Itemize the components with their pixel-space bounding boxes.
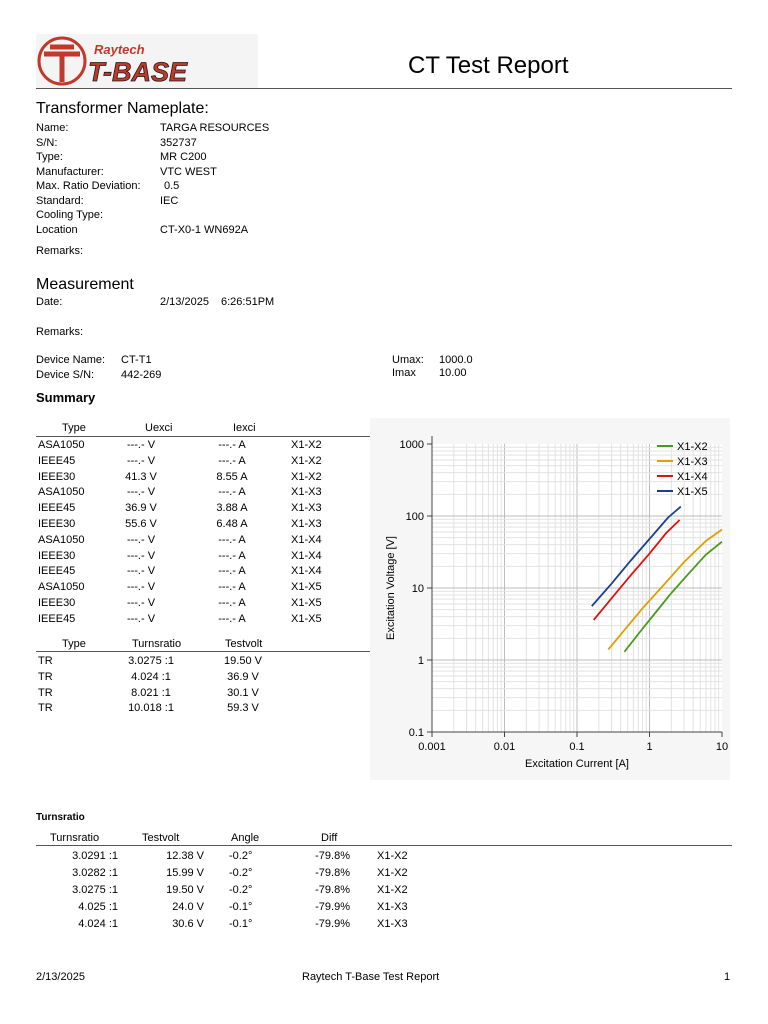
uexci-cell: ---.- V <box>126 439 156 451</box>
time-value: 6:26:51PM <box>221 296 275 308</box>
iexci-cell: ---.- A <box>218 596 246 609</box>
turnsratio-cell: 4.025 :1 <box>78 901 118 913</box>
y-tick-label: 1 <box>417 655 424 667</box>
y-tick-label: 1000 <box>399 439 424 451</box>
device-name-value: CT-T1 <box>121 354 152 366</box>
tap-cell: X1-X3 <box>377 901 408 913</box>
uexci-cell: ---.- V <box>126 454 156 467</box>
sn-value: 352737 <box>160 136 197 149</box>
testvolt-cell: 12.38 V <box>166 850 204 862</box>
type-value: MR C200 <box>160 151 207 163</box>
iexci-cell: ---.- A <box>218 612 246 625</box>
tap-cell: X1-X2 <box>377 884 408 896</box>
tap-cell: X1-X5 <box>291 612 322 625</box>
x-tick-label: 0.1 <box>569 741 585 753</box>
y-tick-label: 100 <box>405 511 424 523</box>
excitation-chart <box>370 418 730 780</box>
col-diff-header: Diff <box>321 832 338 844</box>
x-axis-label: Excitation Current [A] <box>525 758 629 770</box>
name-label: Name: <box>36 122 69 134</box>
turnsratio-heading: Turnsratio <box>36 812 85 823</box>
turnsratio-cell: 4.024 :1 <box>131 670 171 683</box>
location-label: Location <box>36 223 78 236</box>
measurement-remarks-label: Remarks: <box>36 326 84 338</box>
iexci-cell: ---.- A <box>218 581 246 594</box>
table-row <box>36 901 732 918</box>
turnsratio-summary-rows <box>36 655 370 718</box>
table-row <box>36 597 370 613</box>
iexci-cell: ---.- A <box>218 565 246 578</box>
col-type-header: Type <box>62 638 86 650</box>
table-row <box>36 918 732 935</box>
turnsratio-cell: 3.0282 :1 <box>72 867 118 879</box>
manufacturer-label: Manufacturer: <box>36 165 104 178</box>
nameplate-labels <box>36 121 141 237</box>
iexci-cell: ---.- A <box>218 549 246 562</box>
testvolt-cell: 30.1 V <box>227 686 259 699</box>
report-title: CT Test Report <box>408 52 569 79</box>
tap-cell: X1-X4 <box>291 565 322 578</box>
date-label: Date: <box>36 296 63 308</box>
angle-cell: -0.2° <box>229 884 253 896</box>
tap-cell: X1-X5 <box>291 596 322 609</box>
uexci-cell: ---.- V <box>126 486 156 499</box>
type-cell: IEEE30 <box>38 549 76 562</box>
tap-cell: X1-X3 <box>377 918 408 930</box>
turnsratio-cell: 3.0291 :1 <box>72 850 118 862</box>
excitation-rows <box>36 439 370 629</box>
tap-cell: X1-X3 <box>291 486 322 499</box>
cooling-type-label: Cooling Type: <box>36 209 104 221</box>
uexci-cell: ---.- V <box>126 612 156 625</box>
type-cell: ASA1050 <box>38 486 85 499</box>
table-row <box>36 439 370 455</box>
uexci-cell: 55.6 V <box>125 517 157 530</box>
tap-cell: X1-X2 <box>291 439 322 451</box>
diff-cell: -79.8% <box>315 867 350 879</box>
iexci-cell: 3.88 A <box>216 502 248 515</box>
x-tick-label: 0.001 <box>418 741 446 753</box>
tap-cell: X1-X2 <box>377 867 408 879</box>
manufacturer-value: VTC WEST <box>160 165 217 178</box>
testvolt-cell: 19.50 V <box>166 884 204 896</box>
device-name-label: Device Name: <box>36 354 106 366</box>
standard-label: Standard: <box>36 194 84 207</box>
col-iexci-header: Iexci <box>233 422 256 434</box>
footer-date: 2/13/2025 <box>36 971 85 983</box>
iexci-cell: ---.- A <box>218 486 246 499</box>
table-row <box>36 702 370 718</box>
excitation-summary-table <box>36 422 370 629</box>
umax-label: Umax: <box>392 354 424 366</box>
type-cell: IEEE45 <box>38 502 76 515</box>
iexci-cell: ---.- A <box>218 439 246 451</box>
angle-cell: -0.2° <box>229 850 253 862</box>
type-cell: IEEE45 <box>38 612 76 625</box>
diff-cell: -79.9% <box>315 901 350 913</box>
turnsratio-cell: 3.0275 :1 <box>72 884 118 896</box>
col-testvolt-header: Testvolt <box>225 638 263 650</box>
nameplate-values <box>160 121 269 237</box>
turnsratio-detail-table <box>36 832 732 935</box>
type-cell: ASA1050 <box>38 581 85 594</box>
logo-brand-text: Raytech <box>94 42 145 57</box>
uexci-cell: ---.- V <box>126 549 156 562</box>
y-tick-label: 10 <box>411 583 424 595</box>
legend-label: X1-X4 <box>677 471 708 483</box>
legend-label: X1-X3 <box>677 456 708 468</box>
angle-cell: -0.1° <box>229 901 253 913</box>
testvolt-cell: 36.9 V <box>227 670 259 683</box>
header-divider <box>36 88 732 89</box>
type-cell: TR <box>38 655 53 667</box>
iexci-cell: 6.48 A <box>216 517 248 530</box>
umax-value: 1000.0 <box>439 354 473 366</box>
footer-page-number: 1 <box>724 971 731 983</box>
nameplate-heading: Transformer Nameplate: <box>36 100 209 117</box>
diff-cell: -79.8% <box>315 850 350 862</box>
angle-cell: -0.2° <box>229 867 253 879</box>
sn-label: S/N: <box>36 136 58 149</box>
col-testvolt-header: Testvolt <box>142 832 180 844</box>
col-type-header: Type <box>62 422 86 434</box>
table-row <box>36 455 370 471</box>
device-sn-value: 442-269 <box>121 369 162 381</box>
uexci-cell: ---.- V <box>126 533 156 546</box>
measurement-heading: Measurement <box>36 276 134 293</box>
turnsratio-cell: 3.0275 :1 <box>128 655 174 667</box>
type-cell: TR <box>38 686 53 699</box>
imax-value: 10.00 <box>439 367 467 379</box>
x-tick-label: 10 <box>715 741 729 753</box>
testvolt-cell: 24.0 V <box>172 901 204 913</box>
tap-cell: X1-X2 <box>291 454 322 467</box>
testvolt-cell: 30.6 V <box>172 918 204 930</box>
table-header-row <box>36 832 732 845</box>
tap-cell: X1-X2 <box>291 470 322 483</box>
y-tick-label: 0.1 <box>408 727 424 739</box>
type-cell: IEEE30 <box>38 470 76 483</box>
table-row <box>36 565 370 581</box>
uexci-cell: 36.9 V <box>125 502 157 515</box>
table-row <box>36 613 370 629</box>
table-row <box>36 884 732 901</box>
table-header-divider <box>36 845 732 846</box>
uexci-cell: ---.- V <box>126 581 156 594</box>
type-cell: IEEE30 <box>38 517 76 530</box>
turnsratio-cell: 8.021 :1 <box>131 686 171 699</box>
tap-cell: X1-X5 <box>291 581 322 594</box>
excitation-chart-svg <box>370 418 730 780</box>
table-row <box>36 655 370 671</box>
raytech-tbase-logo <box>36 34 258 88</box>
diff-cell: -79.9% <box>315 918 350 930</box>
legend-label: X1-X2 <box>677 441 708 453</box>
x-tick-label: 1 <box>646 741 653 753</box>
type-cell: IEEE45 <box>38 454 76 467</box>
logo-name-text: T-BASE <box>88 57 188 87</box>
type-cell: IEEE45 <box>38 565 76 578</box>
table-header-row <box>36 422 370 436</box>
iexci-cell: ---.- A <box>218 454 246 467</box>
device-sn-label: Device S/N: <box>36 369 95 381</box>
col-turnsratio-header: Turnsratio <box>50 832 100 844</box>
turnsratio-cell: 10.018 :1 <box>128 702 174 715</box>
date-value: 2/13/2025 <box>160 296 209 308</box>
y-axis-label: Excitation Voltage [V] <box>385 536 397 640</box>
testvolt-cell: 59.3 V <box>227 702 259 715</box>
tap-cell: X1-X2 <box>377 850 408 862</box>
imax-label: Imax <box>392 367 416 379</box>
type-cell: ASA1050 <box>38 533 85 546</box>
col-angle-header: Angle <box>231 832 260 844</box>
col-uexci-header: Uexci <box>145 422 173 434</box>
table-row <box>36 486 370 502</box>
testvolt-cell: 19.50 V <box>224 655 262 667</box>
location-value: CT-X0-1 WN692A <box>160 223 249 236</box>
tap-cell: X1-X4 <box>291 533 322 546</box>
type-cell: TR <box>38 670 53 683</box>
table-row <box>36 502 370 518</box>
iexci-cell: 8.55 A <box>216 470 248 483</box>
table-header-divider <box>36 436 370 437</box>
footer-title: Raytech T-Base Test Report <box>302 971 440 983</box>
table-row <box>36 687 370 703</box>
type-label: Type: <box>36 151 63 163</box>
turnsratio-cell: 4.024 :1 <box>78 918 118 930</box>
iexci-cell: ---.- A <box>218 533 246 546</box>
nameplate-remarks-label: Remarks: <box>36 245 84 257</box>
table-row <box>36 850 732 867</box>
table-row <box>36 671 370 687</box>
x-tick-label: 0.01 <box>493 741 516 753</box>
name-value: TARGA RESOURCES <box>160 122 270 134</box>
summary-heading: Summary <box>36 390 96 405</box>
table-row <box>36 534 370 550</box>
table-header-divider <box>36 651 370 652</box>
type-cell: ASA1050 <box>38 439 85 451</box>
turnsratio-summary-table <box>36 638 370 718</box>
logo-emblem-icon <box>36 34 258 88</box>
uexci-cell: 41.3 V <box>125 470 157 483</box>
testvolt-cell: 15.99 V <box>166 867 204 879</box>
tap-cell: X1-X3 <box>291 517 322 530</box>
standard-value: IEC <box>160 194 179 207</box>
cooling-type-value <box>160 208 269 223</box>
table-row <box>36 867 732 884</box>
turnsratio-detail-rows <box>36 850 732 935</box>
max-ratio-deviation-value: 0.5 <box>164 180 180 192</box>
legend-label: X1-X5 <box>677 486 708 498</box>
uexci-cell: ---.- V <box>126 565 156 578</box>
tap-cell: X1-X3 <box>291 502 322 515</box>
tap-cell: X1-X4 <box>291 549 322 562</box>
uexci-cell: ---.- V <box>126 596 156 609</box>
diff-cell: -79.8% <box>315 884 350 896</box>
table-row <box>36 518 370 534</box>
type-cell: TR <box>38 702 53 715</box>
col-turnsratio-header: Turnsratio <box>132 638 182 650</box>
table-row <box>36 471 370 487</box>
table-header-row <box>36 638 370 651</box>
max-ratio-deviation-label: Max. Ratio Deviation: <box>36 180 141 192</box>
table-row <box>36 581 370 597</box>
table-row <box>36 550 370 566</box>
angle-cell: -0.1° <box>229 918 253 930</box>
type-cell: IEEE30 <box>38 596 76 609</box>
